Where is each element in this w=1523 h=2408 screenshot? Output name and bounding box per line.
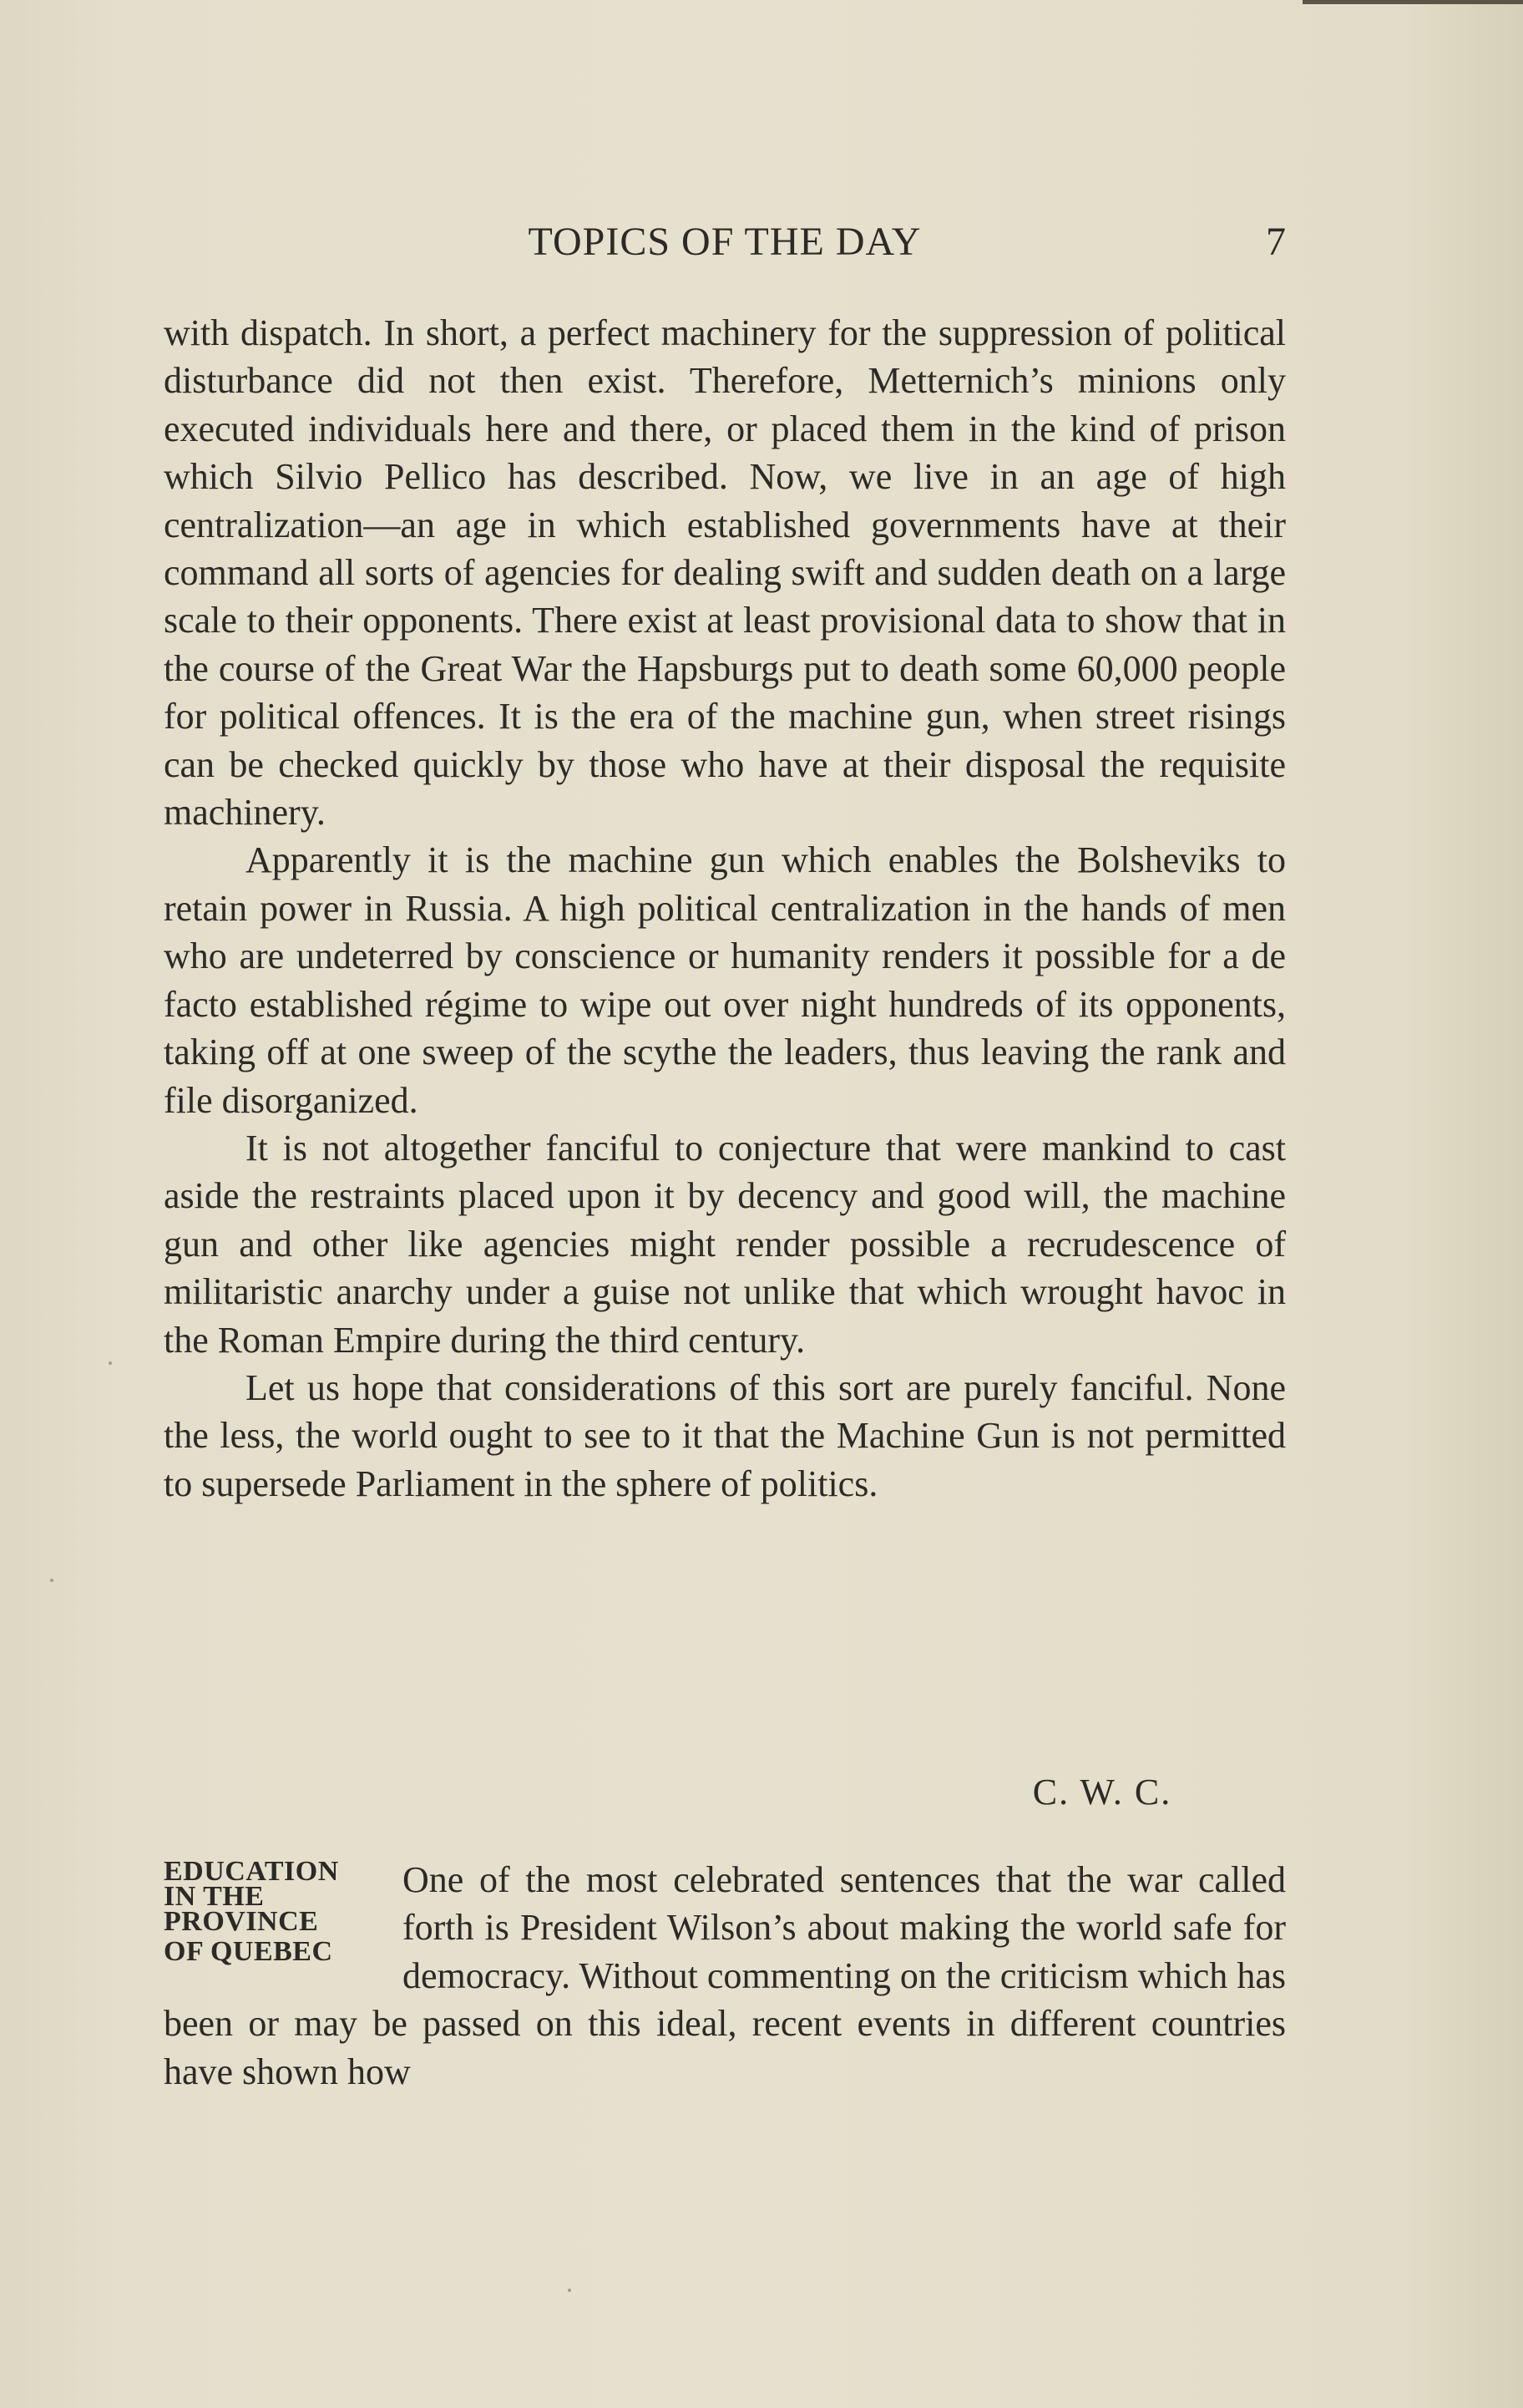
author-initials: C. W. C. (1032, 1772, 1172, 1812)
page-edge-shadow (1303, 0, 1523, 4)
article-body (164, 309, 1286, 1508)
page-number: 7 (1266, 220, 1286, 264)
paper-speck (50, 1579, 53, 1582)
section-paragraph: One of the most celebrated sentences that the war called forth is President Wilson’s about making the world safe for democracy. Without commenting on the criticism which has been or may be passed on this ideal, recent events in different countries have shown how (164, 1859, 1286, 2092)
running-title: TOPICS OF THE DAY (528, 220, 922, 264)
paper-speck (568, 2289, 571, 2292)
paragraph-2: Apparently it is the machine gun which enables the Bolsheviks to retain power in Russia. A high political centralization in the hands of men who are undeterred by conscience or humanity renders it possible for a de facto established régime to wipe out over night hundreds of its opponents, taking off at one sweep of the scythe the leaders, thus leaving the rank and file disorganized. (164, 839, 1286, 1121)
paragraph-1: with dispatch. In short, a perfect machinery for the suppression of political disturbance did not then exist. Therefore, Metternich’s minions only executed individuals here and there, or placed them in the kind of prison which Silvio Pellico has described. Now, we live in an age of high centralization—an age in which established governments have at their command all sorts of agencies for dealing swift and sudden death on a large scale to their opponents. There exist at least provisional data to show that in the course of the Great War the Hapsburgs put to death some 60,000 people for political offences. It is the era of the machine gun, when street risings can be checked quickly by those who have at their disposal the requisite machinery. (164, 312, 1286, 834)
section-sidehead (164, 1856, 402, 1967)
sidehead-line-3: PROVINCE (164, 1906, 319, 1937)
sidehead-line-2: IN THE (164, 1881, 265, 1912)
running-header (164, 219, 1286, 277)
paper-speck (109, 1361, 112, 1365)
paragraph-4: Let us hope that considerations of this sort are purely fanciful. None the less, the world ought to see to it that the Machine Gun is not permitted to supersede Parliament in the sphere of politics. (164, 1366, 1286, 1504)
section-education-quebec (164, 1856, 1286, 2096)
sidehead-line-4: OF QUEBEC (164, 1936, 333, 1967)
sidehead-line-1: EDUCATION (164, 1856, 339, 1887)
paragraph-3: It is not altogether fanciful to conjecture that were mankind to cast aside the restraints placed upon it by decency and good will, the machine gun and other like agencies might render possible a recrudescence of militaristic anarchy under a guise not unlike that which wrought havoc in the Roman Empire during the third century. (164, 1127, 1286, 1361)
